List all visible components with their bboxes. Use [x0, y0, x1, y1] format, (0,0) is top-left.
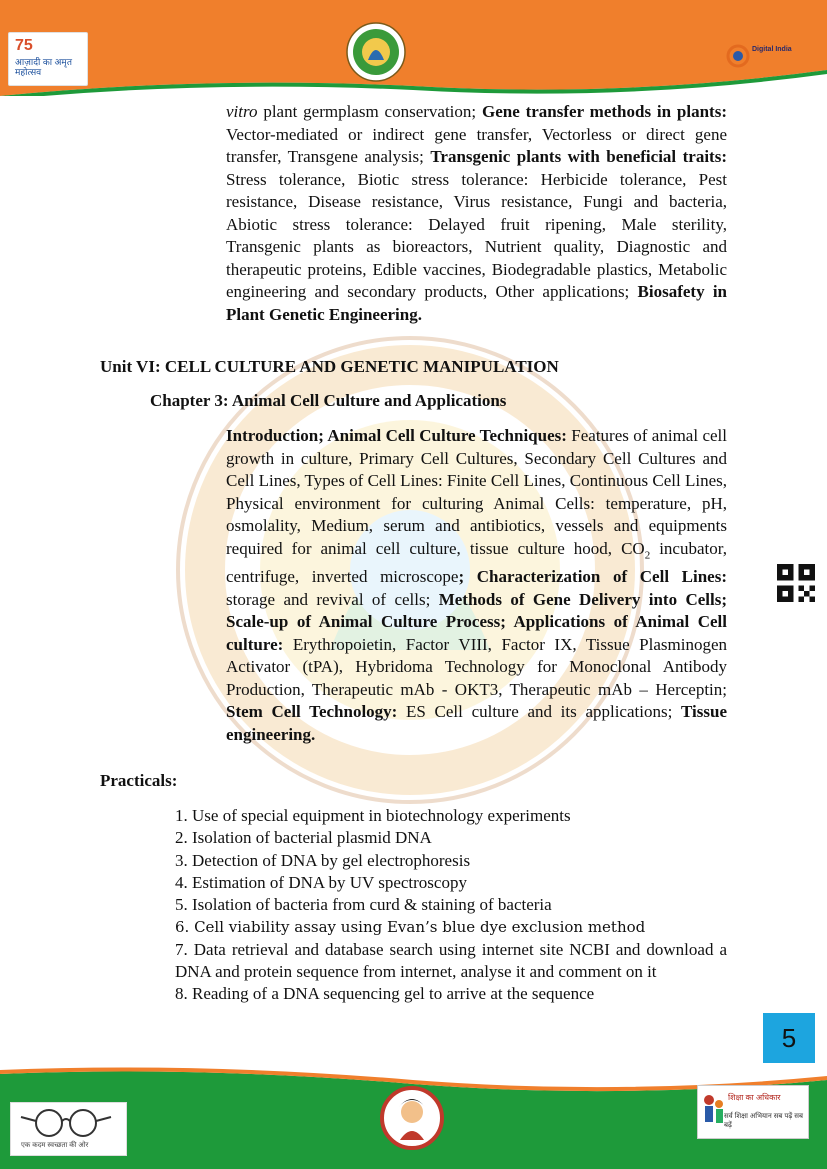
- shiksha-subtitle: सर्व शिक्षा अभियान सब पढ़ें सब बढ़ें: [724, 1113, 803, 1129]
- shiksha-title: शिक्षा का अधिकार: [728, 1093, 781, 1102]
- text-bold: Gene transfer methods in plants:: [481, 102, 727, 121]
- list-item: 2. Isolation of bacterial plasmid DNA: [175, 828, 432, 848]
- text-run: plant germplasm conservation;: [257, 102, 482, 121]
- list-item: 8. Reading of a DNA sequencing gel to arrive at the sequence: [175, 984, 595, 1004]
- digital-india-label: Digital India: [752, 46, 792, 53]
- shiksha-adhikar-logo: [697, 1085, 809, 1139]
- azadi-logo: [8, 32, 88, 86]
- list-item: 7. Data retrieval and database search using internet site NCBI and download a DNA and protein sequence from internet, analyse it and comment on it: [175, 939, 727, 982]
- list-item: 6. Cell viability assay using Evan’s blue dye exclusion method: [175, 918, 646, 937]
- list-item: 5. Isolation of bacteria from curd & staining of bacteria: [175, 895, 552, 915]
- page-number: 5: [763, 1013, 815, 1063]
- digital-india-logo: [722, 40, 818, 72]
- beti-bachao-logo-icon: [380, 1078, 444, 1158]
- animal-cell-paragraph: [226, 425, 727, 746]
- plant-biotech-paragraph: [226, 101, 727, 326]
- header-band: [0, 0, 827, 96]
- text-run: storage and revival of cells;: [226, 589, 439, 609]
- practicals-list: [175, 805, 727, 1006]
- logo-text: आज़ादी का अमृत महोत्सव: [15, 57, 72, 77]
- chapter-heading: Chapter 3: Animal Cell Culture and Applications: [150, 391, 507, 410]
- text-run: Vector-mediated or indirect gene transfer, Vectorless or direct gene transfer, Transgene analysis;: [226, 124, 727, 166]
- board-seal-icon: [346, 22, 406, 82]
- text-bold: ; Characterization of Cell Lines:: [458, 567, 727, 587]
- glasses-icon: [11, 1103, 124, 1139]
- text-bold: Transgenic plants with beneficial traits:: [430, 147, 727, 166]
- text-italic: vitro: [226, 102, 258, 121]
- list-item: 1. Use of special equipment in biotechnology experiments: [175, 806, 571, 825]
- list-item: 3. Detection of DNA by gel electrophoresis: [175, 850, 471, 870]
- subscript: 2: [644, 548, 651, 561]
- text-bold: Tissue engineering.: [226, 702, 727, 744]
- unit-heading: Unit VI: CELL CULTURE AND GENETIC MANIPULATION: [100, 357, 559, 376]
- qr-code-icon: [777, 564, 815, 602]
- swachh-tagline: एक कदम स्वच्छता की ओर: [21, 1142, 89, 1149]
- list-item: 4. Estimation of DNA by UV spectroscopy: [175, 872, 467, 892]
- text-bold: Stem Cell Technology:: [226, 702, 398, 722]
- text-run: ES Cell culture and its applications;: [397, 702, 681, 722]
- text-bold: Introduction; Animal Cell Culture Techniques:: [226, 426, 567, 445]
- text-bold: Methods of Gene Delivery into Cells; Scale-up of Animal Culture Process; Applications of Animal Cell culture:: [226, 589, 728, 654]
- text-run: Stress tolerance, Biotic stress tolerance: Herbicide tolerance, Pest resistance, Disease resistance, Virus resistance, Fungi and bacteria, Abiotic stress tolerance: Delayed fruit ripening, Male sterility, Transgenic plants as bioreactors, Nutrient quality, Diagnostic and therapeutic proteins, Edible vaccines, Biodegradable plastics, Metabolic engineering and secondary products, Other applications;: [226, 169, 727, 301]
- children-icon: [701, 1092, 725, 1132]
- logo-number: 75: [15, 37, 33, 54]
- text-run: incubator, centrifuge, inverted microscope: [226, 538, 727, 587]
- text-bold: Biosafety in Plant Genetic Engineering.: [226, 282, 727, 324]
- swachh-bharat-logo: [10, 1102, 127, 1156]
- text-run: Erythropoietin, Factor VIII, Factor IX, Tissue Plasminogen Activator (tPA), Hybridoma Technology for Monoclonal Antibody Production, Therapeutic mAb - OKT3, Therapeutic mAb – Herceptin;: [226, 634, 727, 699]
- text-run: Features of animal cell growth in culture, Primary Cell Cultures, Secondary Cell Cultures and Cell Lines, Types of Cell Lines: Finite Cell Lines, Continuous Cell Lines, Physical environment for culturing Animal Cells: temperature, pH, osmolality, Medium, serum and antibiotics, vessels and equipments required for animal cell culture, tissue culture hood, CO: [226, 426, 727, 558]
- practicals-heading: Practicals:: [100, 771, 178, 790]
